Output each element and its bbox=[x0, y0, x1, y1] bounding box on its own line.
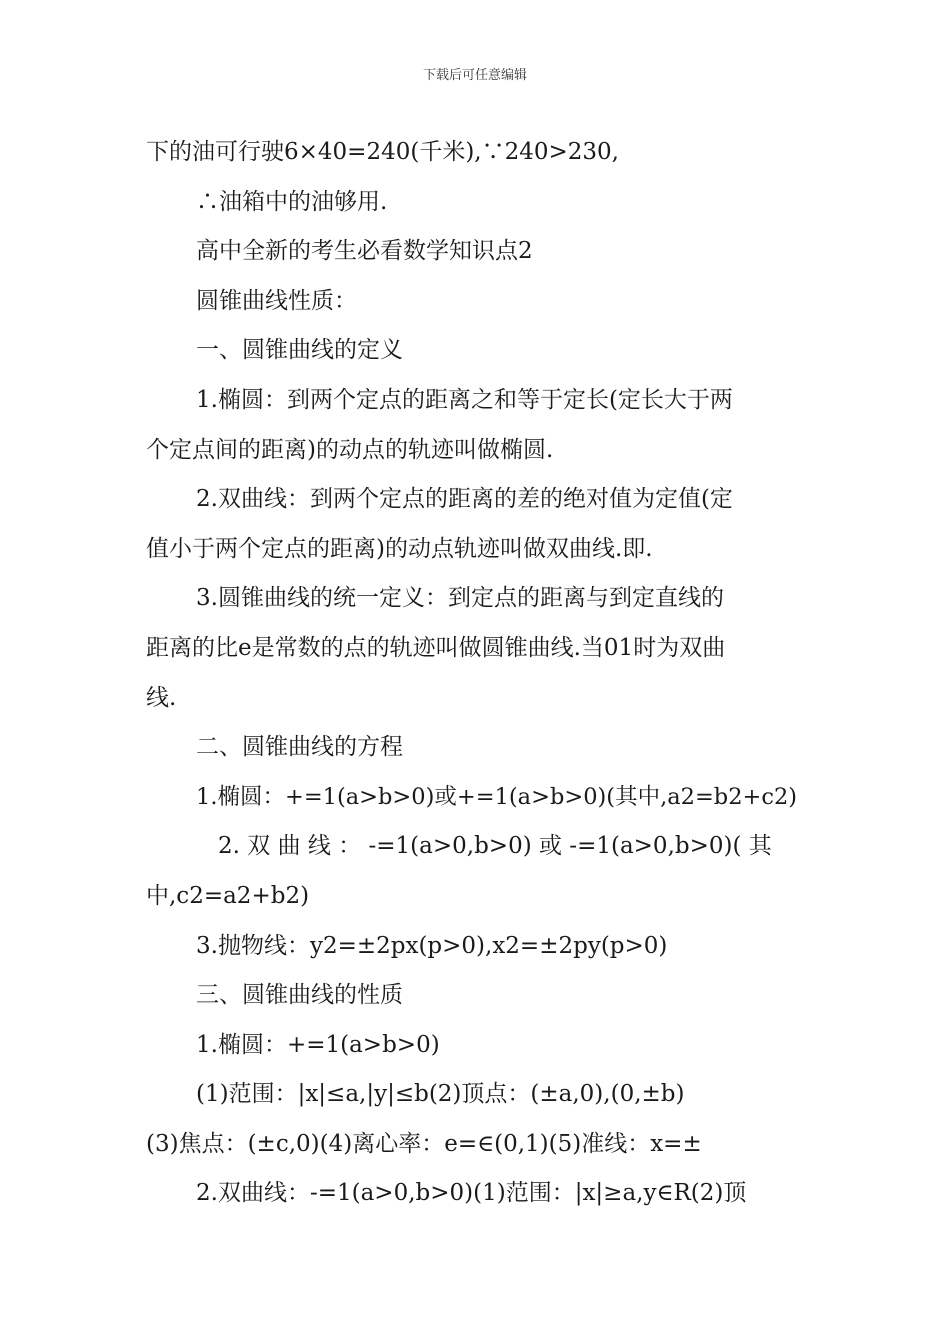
page-header-note: 下载后可任意编辑 bbox=[422, 68, 527, 83]
text-line: 2. 双 曲 线 ： -=1(a>0,b>0) 或 -=1(a>0,b>0)( 其 bbox=[218, 833, 772, 860]
document-body bbox=[146, 128, 806, 1219]
text-line: 2.双曲线：到两个定点的距离的差的绝对值为定值(定 bbox=[196, 486, 733, 513]
text-line: 值小于两个定点的距离)的动点轨迹叫做双曲线.即. bbox=[146, 535, 653, 562]
subsection-heading: 三、圆锥曲线的性质 bbox=[196, 982, 403, 1009]
section-heading: 圆锥曲线性质： bbox=[196, 287, 357, 314]
text-line: 3.抛物线：y2=±2px(p>0),x2=±2py(p>0) bbox=[196, 932, 668, 959]
text-line: (1)范围：|x|≤a,|y|≤b(2)顶点：(±a,0),(0,±b) bbox=[196, 1081, 685, 1108]
text-line: ∴油箱中的油够用. bbox=[196, 188, 388, 215]
text-line: 个定点间的距离)的动点的轨迹叫做椭圆. bbox=[146, 436, 554, 463]
text-line: (3)焦点：(±c,0)(4)离心率：e=∈(0,1)(5)准线：x=± bbox=[146, 1130, 702, 1157]
section-heading: 高中全新的考生必看数学知识点2 bbox=[196, 238, 533, 265]
text-line: 1.椭圆：+=1(a>b>0)或+=1(a>b>0)(其中,a2=b2+c2) bbox=[196, 783, 798, 810]
text-line: 线. bbox=[146, 684, 177, 711]
text-line: 2.双曲线：-=1(a>0,b>0)(1)范围：|x|≥a,y∈R(2)顶 bbox=[196, 1180, 747, 1207]
text-line: 中,c2=a2+b2) bbox=[146, 882, 310, 909]
text-line: 3.圆锥曲线的统一定义：到定点的距离与到定直线的 bbox=[196, 585, 724, 612]
text-line: 1.椭圆：到两个定点的距离之和等于定长(定长大于两 bbox=[196, 386, 733, 413]
subsection-heading: 一、圆锥曲线的定义 bbox=[196, 337, 403, 364]
text-line: 下的油可行驶6×40=240(千米),∵240>230, bbox=[146, 139, 619, 165]
text-line: 距离的比e是常数的点的轨迹叫做圆锥曲线.当01时为双曲 bbox=[146, 634, 726, 661]
subsection-heading: 二、圆锥曲线的方程 bbox=[196, 734, 403, 761]
text-line: 1.椭圆：+=1(a>b>0) bbox=[196, 1031, 440, 1058]
